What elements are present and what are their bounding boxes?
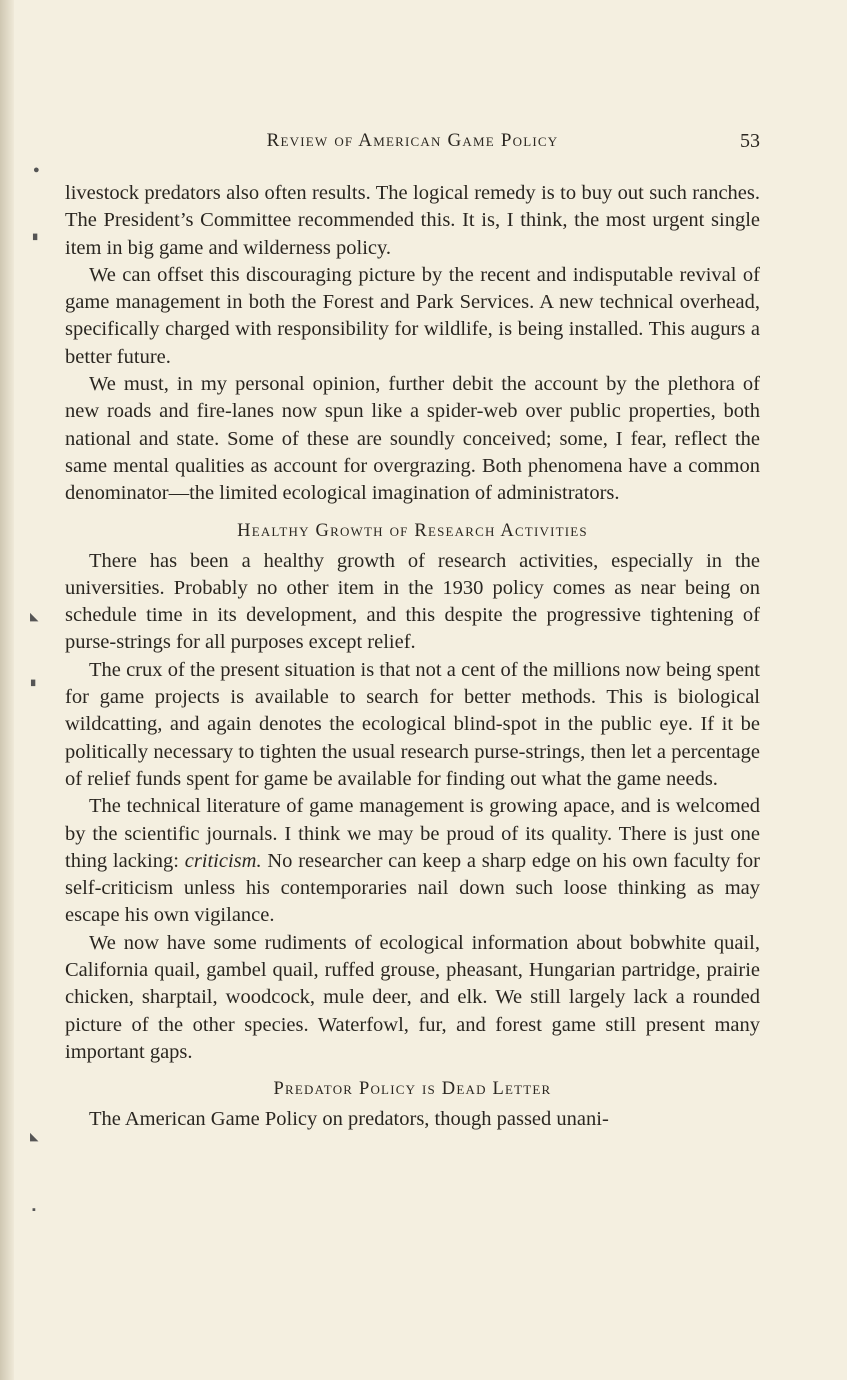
paragraph: We now have some rudiments of ecological information about bobwhite quail, California quail, gambel quail, ruffed grouse, pheasant, Hungarian partridge, prairie chicken, sharptail, woodcock, mule deer, and elk. We still largely lack a rounded picture of the other species. Waterfowl, fur, and forest game still present many important gaps. bbox=[65, 931, 760, 1063]
section-heading: Predator Policy is Dead Letter bbox=[273, 1079, 552, 1100]
paragraph: We must, in my personal opinion, further debit the account by the plethora of new roads and fire-lanes now spun like a spider-web over public properties, both national and state. Some of these are soundly conceived; some, I fear, reflect the same mental qualities as account for overgrazing. Both phenomena have a common denominator—the limited ecological imagination of administrators. bbox=[65, 373, 760, 505]
margin-mark: ▪ bbox=[32, 1204, 36, 1216]
margin-mark: ▘ bbox=[31, 681, 40, 693]
page-binding-edge bbox=[0, 0, 14, 1380]
paragraph: The crux of the present situation is that not a cent of the millions now being spent for game projects is available to search for better methods. This is biological wildcatting, and again denotes the ecological blind-spot in the public eye. If it be politically necessary to tighten the usual research purse-strings, then let a percentage of relief funds spent for game be available for finding out what the game needs. bbox=[65, 658, 760, 790]
paragraph: The American Game Policy on predators, though passed unani- bbox=[89, 1108, 609, 1131]
paragraph bbox=[65, 793, 760, 929]
body-text bbox=[65, 180, 760, 1134]
page-number: 53 bbox=[740, 130, 760, 152]
paragraph: There has been a healthy growth of research activities, especially in the universities. Probably no other item in the 1930 policy comes as near being on schedule time in its development, and this despite the progressive tightening of purse-strings for all purposes except relief. bbox=[65, 549, 760, 654]
paragraph: We can offset this discouraging picture by the recent and indisputable revival of game management in both the Forest and Park Services. A new technical overhead, specifically charged with responsibility for wildlife, is being installed. This augurs a better future. bbox=[65, 263, 760, 368]
italic-emphasis: criticism. bbox=[184, 849, 262, 872]
margin-mark: ◣ bbox=[30, 1131, 39, 1143]
paragraph-text: No researcher can keep a sharp edge on his own faculty for self-criticism unless his contemporaries nail down such loose thinking as may escape his own vigilance. bbox=[65, 849, 760, 927]
paragraph-text: The technical literature of game management is growing apace, and is welcomed by the scientific journals. I think we may be proud of its quality. There is just one thing lacking: bbox=[65, 795, 760, 872]
margin-mark: ● bbox=[33, 164, 40, 176]
margin-mark: ◣ bbox=[30, 611, 39, 623]
margin-mark: ▘ bbox=[33, 235, 42, 247]
section-heading: Healthy Growth of Research Activities bbox=[237, 520, 588, 541]
paragraph: livestock predators also often results. The logical remedy is to buy out such ranches. The President’s Committee recommended this. It is, I think, the most urgent single item in big game and wilderness policy. bbox=[65, 182, 760, 259]
running-title: Review of American Game Policy bbox=[266, 130, 559, 151]
running-head bbox=[65, 126, 760, 156]
